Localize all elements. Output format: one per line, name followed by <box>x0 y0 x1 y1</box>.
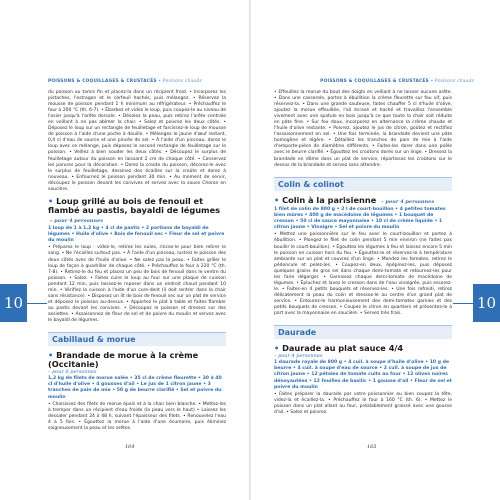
recipe-title <box>48 197 226 224</box>
right-page <box>250 0 500 500</box>
recipe-ingredients: 1 filet de colin de 800 g • 2 l de court-bouillon • 4 petites tomates bien mûres • 400 g de macédoine de légumes • 1 bouquet de cresson • 50 cl de sauce mayonnaise • 10 cl de crème liquide • 1 citron jaune • Vinaigre • Sel et poivre du moulin <box>274 206 446 231</box>
bullet-icon: • <box>274 343 283 354</box>
left-page-number: 164 <box>125 444 135 450</box>
right-intro-paragraph: • Effeuillez la morue du bout des doigts en veillant à ne laisser aucune arête. • Dans une casserole, portez à ébullition la crème fleurette sur feu vif, puis réservez-la. • Dans une grande sauteuse, faites chauffer 5 cl d'huile d'olive, ajoutez la morue effeuillée, l'ail écrasé et haché et travaillez l'ensemble vivement avec une spatule en bois jusqu'à ce que toute la chair soit réduite en pâte fine. • Sur feu doux, incorporez en alternance la crème chaude et l'huile d'olive restante. • Poivrez, ajoutez le jus de citron, goûtez et rectifiez l'assaisonnement en sel. • Une fois terminée, la brandade devient une pâte homogène et légère. • Détaillez les tranches de pain de mie à l'aide d'emporte-pièce de diamètres différents. • Faites-les dorer dans une poêle avec le beurre clarifié. • Égouttez les croûtons dorés sur un linge. • Dressez la brandade en dôme dans un plat de service, répartissez les croûtons sur le dessus de la brandade et servez sans attendre. <box>274 90 452 168</box>
left-tab-rule <box>27 303 47 304</box>
recipe-persons-text: pour 6 personnes <box>52 369 97 376</box>
recipe-title <box>274 196 452 205</box>
recipe-method: • Mettez une poissonnière sur le feu avec le court-bouillon et portez à ébullition. • Plongez le filet de colin pendant 5 min environ (ne faites pas bouillir le court-bouillon). • Égouttez les légumes à feu et laissez encore 5 min le poisson en cuisson hors du feu. • Égouttez-le et réservez-le à température ambiante sur un plat et couvrez d'un linge. • Mondez les tomates, retirez le pédoncule et pelez-les. • Coupez-en deux, épépinez-les, puis déposez quelques grains de gros sel dans chaque demi-tomate et retournez-les pour les faire dégorger. • Garnissez chaque demi-tomate de macédoine de légumes. • Épluchez et lavez le cresson dans de l'eau vinaigrée, puis essorez-le. • Faites-en 4 petits bouquets et réservez-les. • Une fois refroidi, retirez délicatement la peau du colin et dressez-le au centre d'un grand plat de service. • Entourez-le harmonieusement des demi-tomates garnies et des petits bouquets de cresson. • Coupez le citron en quartiers et présentez-le à part avec la mayonnaise en saucière. • Servez très frais. <box>274 232 452 317</box>
bullet-icon: • <box>48 195 57 206</box>
right-page-number: 165 <box>367 444 377 450</box>
recipe-persons: – pour 4 personnes <box>50 217 104 224</box>
recipe-ingredients: 1 daurade royale de 800 g • 4 cuil. à soupe d'huile d'olive • 10 g de beurre • 4 cuil. à soupe d'eau de source • 2 cuil. à soupe de jus de citron jaune • 12 pétales de tomate cuits au four • 12 olives noires dénoyautées • 12 feuilles de basilic • 1 gousse d'ail • Fleur de sel et poivre du moulin <box>274 360 452 390</box>
recipe-method: • Choisissez des filets de morue épais et à la chair bien blanche. • Mettez-les à tremper dans un récipient d'eau froide (la peau vers le haut) • Laissez les dessaler pendant 24 à 48 h, suivant l'épaisseur des filets. • Renouvelez l'eau 4 à 5 fois. • Égouttez la morue à l'aide d'une écumoire, puis éliminez soigneusement la peau et les arêtes. <box>48 401 226 432</box>
recipe-persons-text: pour 4 personnes <box>385 198 435 205</box>
section-title: Daurade <box>278 328 317 338</box>
recipe-loup-grille <box>48 197 226 324</box>
left-chapter-tab: 10 <box>0 284 27 322</box>
section-title: Cabillaud & morue <box>52 335 136 345</box>
recipe-persons-text: pour 4 personnes <box>54 217 104 224</box>
recipe-title-text: Daurade au plat sauce 4/4 <box>282 343 404 354</box>
left-header-sub: • Poissons chauds <box>158 79 202 84</box>
bullet-icon: • <box>48 350 57 361</box>
recipe-ingredients: 1 loup de 1 à 1,2 kg • 4 cl de pastis • 2 portions de bayaldi de légumes • Huile d'olive • Bois de fenouil sec • Fleur de sel et poivre du moulin <box>48 225 225 244</box>
left-intro-paragraph: du poisson au tamis fin et placez-la dans un récipient froid. • Incorporez les pistaches, l'estragon et le cerfeuil hachés, puis mélangez. • Réservez la mousse de poisson pendant 1 h minimum au réfrigérateur. • Préchauffez le four à 200 °C (th. 6-7). • Ébarbez et videz le loup, puis coupez-le au niveau de l'osier jusqu'à l'arête dorsale. • Désolez la peau, puis retirez l'arête centrale en veillant à ne pas abîmer la chair. • Salez et poivrez les deux côtés. • Déposez le loup sur un rectangle de feuilletage et farcissez-le loup de mousse de poisson à l'aide d'une poche à douille. • Mélangez le jaune d'œuf restant, 0,4 cl d'eau de source et une pincée de sel. • À l'aide d'un pinceau, dorez le loup avec ce mélange, puis déposez le second rectangle de feuilletage sur le poisson. • Veillez à bien souder les deux côtés. • Découpez le surplus de feuilletage autour du poisson en laissant 2 cm de chaque côté. • Conservez les parures pour la décoration. • Dorez la croûte du poisson, décorez-le avec le surplus de feuilletage, dessinez des écailles sur la croûte et dorez à nouveau. • Enfournez le poisson pendant 30 min. • Au moment de servir, découpez le poisson devant les convives et servez avec la sauce Choron en saucière. <box>48 90 226 192</box>
right-chapter-tab: 10 <box>473 284 500 322</box>
section-header-daurade <box>274 325 452 339</box>
left-text-column <box>48 90 226 432</box>
recipe-colin-parisienne <box>274 196 452 317</box>
recipe-persons: – pour 6 personnes <box>48 369 97 376</box>
recipe-persons-text: pour 4 personnes <box>278 353 323 360</box>
right-tab-rule <box>453 303 473 304</box>
recipe-method: • Faites préparer la daurade par votre poissonnier ou bien coupez la tête, videz-la et écaillez-la. • Préchauffez le four à 160 °C (th. 6). • Mettez le poisson dans un plat allant au four, préalablement graissé avec une gousse d'ail. • Salez et poivrez. <box>274 392 452 416</box>
recipe-persons: – pour 4 personnes <box>274 353 323 360</box>
right-text-column <box>274 90 452 416</box>
recipe-title <box>48 351 226 369</box>
recipe-brandade <box>48 351 226 432</box>
section-header-colin <box>274 177 452 191</box>
right-header-sub: • Poissons chauds <box>430 79 474 84</box>
section-header-cabillaud <box>48 332 226 346</box>
left-header-section: POISSONS & COQUILLAGES & CRUSTACÉS <box>48 79 157 84</box>
recipe-title-text: Loup grillé au bois de fenouil et flambé au pastis, bayaldi de légumes <box>48 195 220 215</box>
recipe-method: • Préparez le loup : videz-le, retirez les ouïes, rincez-le pour bien retirer le sang. • Ne l'écaillez surtout pas. • À l'aide d'un pinceau, lustrez le poisson des deux côtés avec de l'huile d'olive. • Ne salez pas la peau. • Faites griller le loup de façon à quadriller de chaque côté. • Préchauffez le four à 220 °C (th. 7-8). • Retirez-le du feu et placez un peu de bois de fenouil dans le ventre du poisson. • Salez. • Faites cuire le loup au four sur une plaque de cuisson pendant 12 min, puis laissez-le reposer dans un endroit chaud pendant 10 min. • Vérifiez la cuisson à l'aide d'un cure-dent (il doit rentrer dans la chair sans résistance). • Disposez un lit de bois de fenouil sec sur un plat de service et déposez le poisson au-dessus. • Apportez le plat à table et faites flamber au pastis devant les convives. • Découpez le poisson et dressez sur des assiettes. • Assaisonnez de fleur de sel et de poivre du moulin et servez avec le bayaldi de légumes. <box>48 245 226 323</box>
recipe-ingredients: 1,2 kg de filets de morue salée • 35 cl de crème fleurette • 30 à 40 cl d'huile d'olive • 4 gousses d'ail • Le jus de 1 citron jaune • 3 tranches de pain de mie • 50 g de beurre clarifié • Sel et poivre du moulin <box>48 376 222 400</box>
bullet-icon: • <box>274 194 283 205</box>
recipe-persons: – pour 4 personnes <box>381 198 435 205</box>
right-header-section: POISSONS & COQUILLAGES & CRUSTACÉS <box>320 79 429 84</box>
section-title: Colin & colinot <box>278 179 344 189</box>
recipe-title-text: Brandade de morue à la crème (Occitanie) <box>48 350 199 370</box>
recipe-title-text: Colin à la parisienne <box>282 194 377 205</box>
recipe-title <box>274 344 452 353</box>
right-running-header <box>320 79 474 84</box>
recipe-daurade-au-plat <box>274 344 452 416</box>
left-running-header <box>48 79 202 84</box>
